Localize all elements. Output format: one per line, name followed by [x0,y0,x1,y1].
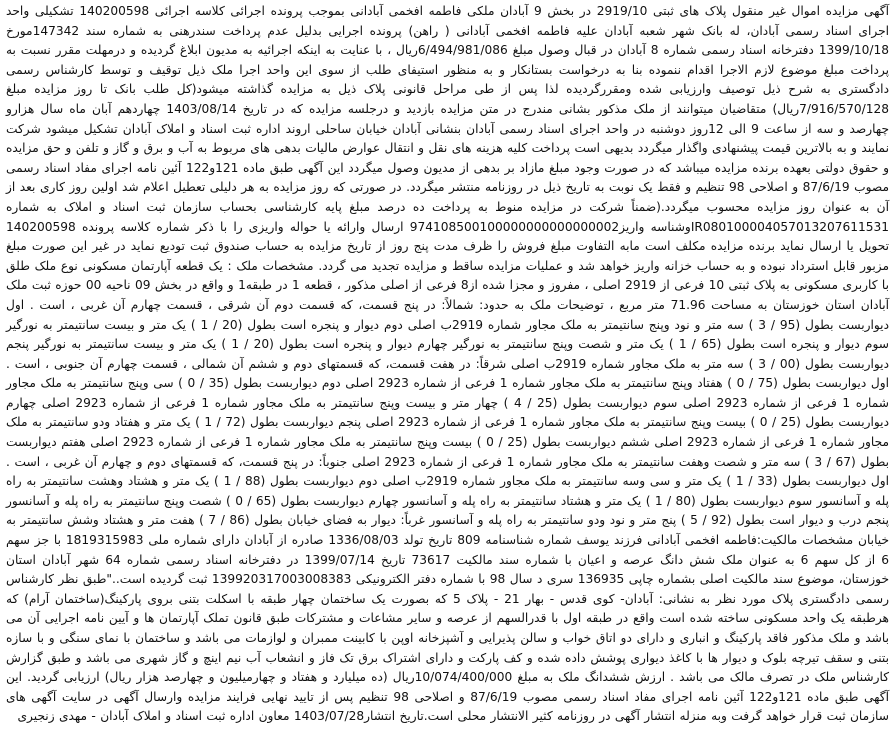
auction-notice-body: آگهی مزایده اموال غیر منقول پلاک های ثبتی 2919/10 در بخش 9 آبادان ملکی فاطمه افخمی آبادانی بموجب پرونده اجرائی کلاسه اجرائی 140200598 تشکیلی واحد اجرای اسناد رسمی آبادان، له بانک شهر شعبه آبادان علیه فاطمه افخمی آبادانی ( راهن) پرونده اجرایی بدلیل عدم پرداخت سندرهنی به شماره سند 147342مورخ 1399/10/18 دفترخانه اسناد رسمی شماره 8 آبادان در قبال وصول مبلغ 6/494/981/086ریال ، با عنایت به اینکه اجرائیه به مدیون ابلاغ گردیده و درمهلت مقرر نسبت به پرداخت مبلغ موضوع لازم الاجرا اقدام ننموده بنا به درخواست بستانکار و به منظور استیفای طلب از سوی این واحد اجرا ملک ذیل توقیف و توسط کارشناس رسمی دادگستری به شرح ذیل توصیف وارزیابی شده ومقررگردیده لذا پس از طی مراحل قانونی پلاک ذیل به مزایده گذاشته میشود(کل طلب بانک تا روز مزایده مبلغ 7/916/570/128ریال) متقاضیان میتوانند از ملک مذکور بشانی مندرج در متن مزایده بازدید و درجلسه مزایده که در تاریخ 1403/08/14 چهاردهم آبان ماه سال هزارو چهارصد و سه از ساعت 9 الی 12روز دوشنبه در واحد اجرای اسناد رسمی آبادان بنشانی آبادان خیابان ساحلی اروند اداره ثبت اسناد و املاک آبادان تشکیل میشود شرکت نمایند و به بالاترین قیمت پیشنهادی واگذار میگردد بدیهی است پرداخت کلیه هزینه های نقل و انتقال عوارض مالیات بدهی های مربوط به آب و برق و گاز و تلفن و حق مزایده و حقوق دولتی بعهده برنده مزایده میباشد که در صورت وجود مبلغ مازاد بر بدهی از مدیون وصول میگردد این آگهی طبق ماده 121و122 آئین نامه اجرای مفاد اسناد رسمی مصوب 87/6/19 و اصلاحی 98 تنظیم و فقط یک نوبت به تاریخ ذیل در روزنامه منتشر میگردد. در صورتی که روز مزایده به هر دلیلی تعطیل اعلام شد اولین روز کاری بعد از آن به عنوان روز مزایده محسوب میگردد.(ضمناً شرکت در مزایده منوط به پرداخت ده درصد مبلغ پایه کارشناسی بحساب سازمان ثبت اسناد و املاک به شماره IR080100004057013207611531وشناسه واریز974108500100000000000000002 ارسال وارائه یا حواله واریزی را با ذکر شماره کلاسه پرونده 140200598 تحویل یا ارسال نماید برنده مزایده مکلف است مابه التفاوت مبلغ فروش را ظرف مدت پنج روز از تاریخ مزایده به حساب صندوق ثبت تودیع نماید در غیر این صورت مبلغ مزبور قابل استرداد نبوده و به حساب خزانه واریز خواهد شد و عملیات مزایده ساقط و مزایده تجدید می گردد. مشخصات ملک : یک قطعه آپارتمان مسکونی نوع ملک طلق با کاربری مسکونی به پلاک ثبتی 10 فرعی از 2919 اصلی ، مفروز و مجزا شده از8 فرعی از اصلی مذکور ، قطعه 1 در طبقه1 و واقع در بخش 09 ناحیه 00 حوزه ثبت ملک آبادان استان خوزستان به مساحت 71.96 متر مربع ، توضیحات ملک به حدود: شمالاً: در پنج قسمت، که قسمت دوم آن شرقی ، قسمت چهارم آن غربی ، است . اول دیواربست بطول (95 / 3 ) سه متر و نود وپنج سانتیمتر به ملک مجاور شماره 2919ب اصلی دوم دیوار و پنجره است بطول (20 / 1 ) یک متر و بیست سانتیمتر به نورگیر سوم دیوار و پنجره است بطول (65 / 1 ) یک متر و شصت وپنج سانتیمتر به نورگیر چهارم دیوار و پنجره است بطول (20 / 1 ) یک متر و بیست سانتیمتر به نورگیر پنجم دیواربست بطول (00 / 3 ) سه متر به ملک مجاور شماره 2919ب اصلی شرقاً: در هفت قسمت، که قسمتهای دوم و ششم آن شمالی ، قسمت چهارم آن جنوبی ، است . اول دیواربست بطول (75 / 0 ) هفتاد وپنج سانتیمتر به ملک مجاور شماره 1 فرعی از شماره 2923 اصلی دوم دیواربست بطول (35 / 0 ) سی وپنج سانتیمتر به ملک مجاور شماره 1 فرعی از شماره 2923 اصلی سوم دیواربست بطول (25 / 4 ) چهار متر و بیست وپنج سانتیمتر به ملک مجاور شماره 1 فرعی از شماره 2923 اصلی چهارم دیواربست بطول (25 / 0 ) بیست وپنج سانتیمتر به ملک مجاور شماره 1 فرعی از شماره 2923 اصلی پنجم دیواربست بطول (72 / 1 ) یک متر و هفتاد ودو سانتیمتر به ملک مجاور شماره 1 فرعی از شماره 2923 اصلی ششم دیواربست بطول (25 / 0 ) بیست وپنج سانتیمتر به ملک مجاور شماره 1 فرعی از شماره 2923 اصلی هفتم دیواربست بطول (67 / 3 ) سه متر و شصت وهفت سانتیمتر به ملک مجاور شماره 1 فرعی از شماره 2923 اصلی جنوباً: در پنج قسمت، که قسمتهای دوم و چهارم آن غربی ، است . اول دیواربست بطول (33 / 1 ) یک متر و سی وسه سانتیمتر به ملک مجاور شماره 2919ب اصلی دوم دیواربست بطول (88 / 1 ) یک متر و هشتاد وهشت سانتیمتر به راه پله و آسانسور سوم دیواربست بطول (80 / 1 ) یک متر و هشتاد سانتیمتر به راه پله و آسانسور چهارم دیواربست بطول (65 / 0 ) شصت وپنج سانتیمتر به راه پله و آسانسور پنجم درب و دیوار است بطول (92 / 5 ) پنج متر و نود ودو سانتیمتر به راه پله و آسانسور غرباً: دیوار به فضای خیابان بطول (86 / 7 ) هفت متر و هشتاد وشش سانتیمتر به خیابان مشخصات مالکیت:فاطمه افخمی آبادانی فرزند یوسف شماره شناسنامه 809 تاریخ تولد 1336/08/03 صادره از آبادان دارای شماره ملی 1819315983 با جز سهم 6 از کل سهم 6 به عنوان ملک شش دانگ عرصه و اعیان با شماره سند مالکیت 73617 تاریخ 1399/07/14 در دفترخانه اسناد رسمی شماره 64 شهر آبادان استان خوزستان، موضوع سند مالکیت اصلی بشماره چاپی 136935 سری د سال 98 با شماره دفتر الکترونیکی 139920317003008383 ثبت گردیده است.."طبق نظر کارشناس رسمی دادگستری پلاک مورد نظر به نشانی: آبادان- کوی قدس - بهار 21 - پلاک 5 که بصورت یک ساختمان چهار طبقه با اسکلت بتنی بروی پارکینگ(ساختمان آرام) که هرطبقه یک واحد مسکونی ساخته شده است واقع در طبقه اول با قدرالسهم از عرصه و سایر مشاعات و مشترکات طبق قانون تملک آپارتمان ها و آیین نامه اجرایی آن می باشد و ملک مذکور فاقد پارکینگ و انباری و دارای دو اتاق خواب و سالن پذیرایی و آشپزخانه اوپن با کابینت ممبران و لوازمات می باشد و ساختمان با نمای سنگی و با سازه بتنی و سقف تیرچه بلوک و دیوار ها با کاغذ دیواری پوشش داده شده و کف پارکت و دارای اشتراک برق تک فاز و انشعاب آب نیم اینچ و گاز شهری می باشد و طبق گزارش کارشناس ملک در تصرف مالک می باشد . ارزش ششدانگ ملک به مبلغ 10/074/400/000ریال (ده میلیارد و هفتاد و چهارمیلیون و چهارصد هزار ریال) ارزیابی گردید. این آگهی طبق ماده 121و122 آئین نامه اجرای مفاد اسناد رسمی مصوب 87/6/19 و اصلاحی 98 تنظیم پس از تایید نهایی فرایند مزایده وارسال آگهی در سایت آگهی های سازمان ثبت قرار خواهد گرفت وبه منزله انتشار آگهی در روزنامه کثیر الانتشار محلی است.تاریخ انتشار1403/07/28 معاون اداره ثبت اسناد و املاک آبادان - مهدی زنجیری [6,4,890,724]
